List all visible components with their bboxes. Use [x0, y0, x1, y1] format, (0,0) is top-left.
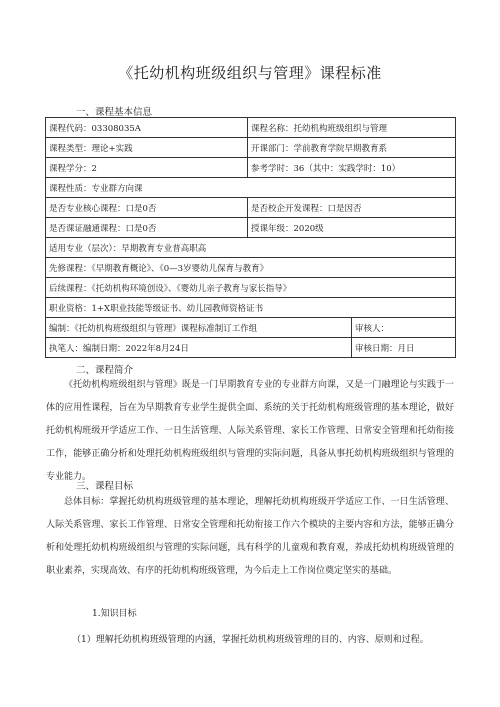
table-row — [46, 158, 456, 178]
table-row — [46, 298, 456, 318]
course-intro-paragraph: 《托幼机构班级组织与管理》既是一门早期教育专业的专业群方向课，又是一门融理论与实践于一体的应用性课程，旨在为早期教育专业学生提供全面、系统的关于托幼机构班级管理的基本理论，做好托幼机构班级开学适应工作、一日生活管理、人际关系管理、家长工作管理、日常安全管理和托幼衔接工作，能够正确分析和处理托幼机构班级组织与管理的实际问题，具备从事托幼机构班级组织与管理的专业能力。 — [46, 380, 454, 482]
table-cell: 职业资格：1+X职业技能等级证书、幼儿园教师资格证书 — [46, 298, 456, 318]
table-cell: 后续课程：《托幼机构环境创设》、《婴幼儿亲子教育与家长指导》 — [46, 278, 456, 298]
table-cell: 是否专业核心课程：口是0否 — [46, 198, 248, 218]
table-cell: 是否校企开发课程：口是因否 — [248, 198, 456, 218]
table-row — [46, 218, 456, 238]
table-row — [46, 118, 456, 138]
table-cell: 课程类型：理论+实践 — [46, 138, 248, 158]
table-cell: 适用专业（层次）：早期教育专业普高职高 — [46, 238, 456, 258]
table-cell: 开课部门：学前教育学院早期教育系 — [248, 138, 456, 158]
table-cell: 审核人： — [352, 318, 456, 338]
table-cell: 课程性质：专业群方向课 — [46, 178, 456, 198]
section-heading-objectives: 三、课程目标 — [76, 481, 134, 492]
table-row — [46, 278, 456, 298]
table-row — [46, 258, 456, 278]
section-heading-intro: 二、课程简介 — [76, 365, 134, 376]
table-cell: 授课年级：2020级 — [248, 218, 456, 238]
table-row — [46, 138, 456, 158]
table-row — [46, 238, 456, 258]
knowledge-item-1: （1）理解托幼机构班级管理的内涵，掌握托幼机构班级管理的目的、内容、原则和过程。 — [72, 635, 429, 645]
table-row — [46, 318, 456, 338]
table-row — [46, 198, 456, 218]
course-info-table — [45, 117, 456, 358]
page-title: 《托幼机构班级组织与管理》课程标准 — [118, 64, 382, 82]
table-cell: 编制：《托幼机构班级组织与管理》课程标准制订工作组 — [46, 318, 352, 338]
table-cell: 执笔人：编制日期：2022年8月24日 — [46, 338, 352, 358]
table-cell: 先修课程：《早期教育概论》、《0—3岁婴幼儿保育与教育》 — [46, 258, 456, 278]
table-cell: 课程代码：03308035A — [46, 118, 248, 138]
table-row — [46, 178, 456, 198]
table-cell: 课程学分：2 — [46, 158, 248, 178]
section-heading-basic-info: 一、课程基本信息 — [76, 107, 153, 118]
table-cell: 参考学时：36（其中：实践学时：10） — [248, 158, 456, 178]
table-cell: 课程名称：托幼机构班级组织与管理 — [248, 118, 456, 138]
table-cell: 是否课证融通课程：口是0否 — [46, 218, 248, 238]
table-cell: 审核日期：月日 — [352, 338, 456, 358]
table-row — [46, 338, 456, 358]
subsection-heading-knowledge: 1.知识目标 — [92, 609, 137, 619]
objectives-paragraph: 总体目标：掌握托幼机构班级管理的基本理论，理解托幼机构班级开学适应工作、一日生活管理、人际关系管理、家长工作管理、日常安全管理和托幼衔接工作六个模块的主要内容和方法，能够正确分析和处理托幼机构班级组织与管理的实际问题，具有科学的儿童观和教育观，养成托幼机构班级管理的职业素养，实现高效、有序的托幼机构班级管理，为今后走上工作岗位奠定坚实的基础。 — [46, 497, 454, 576]
